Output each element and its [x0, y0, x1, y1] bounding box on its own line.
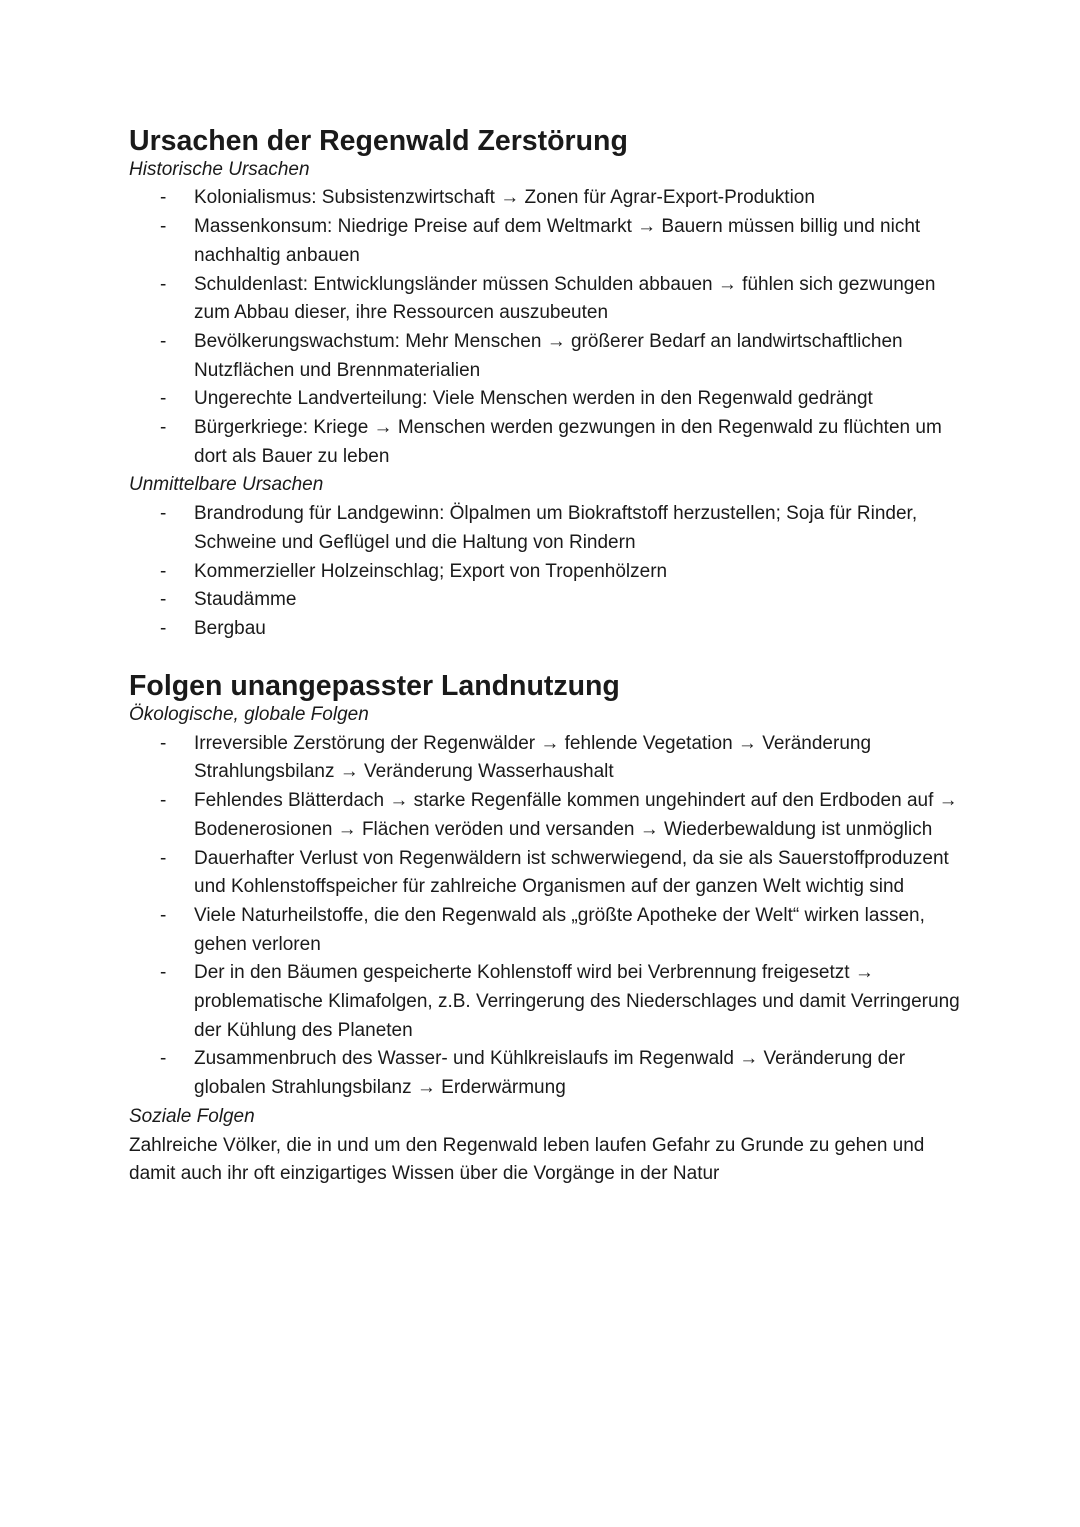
subtitle-immediate-causes: Unmittelbare Ursachen	[129, 474, 324, 496]
list-item: - Irreversible Zerstörung der Regenwälder → fehlende Vegetation → Veränderung Strahlungsbilanz → Veränderung Wasserhaushalt	[194, 730, 969, 787]
list-item: - Brandrodung für Landgewinn: Ölpalmen um Biokraftstoff herzustellen; Soja für Rinder, Schweine und Geflügel und die Haltung von Rindern	[194, 500, 969, 557]
list-item: - Dauerhafter Verlust von Regenwäldern ist schwerwiegend, da sie als Sauerstoffproduzent und Kohlenstoffspeicher für zahlreiche Organismen auf der ganzen Welt wichtig sind	[194, 845, 969, 902]
list-item: - Fehlendes Blätterdach → starke Regenfälle kommen ungehindert auf den Erdboden auf → Bodenerosionen → Flächen veröden und versanden → Wiederbewaldung ist unmöglich	[194, 787, 969, 844]
list-item: - Kommerzieller Holzeinschlag; Export von Tropenhölzern	[194, 558, 969, 587]
list-item: - Zusammenbruch des Wasser- und Kühlkreislaufs im Regenwald → Veränderung der globalen Strahlungsbilanz → Erderwärmung	[194, 1045, 969, 1102]
section-spacer	[129, 644, 969, 673]
ecological-consequences-list	[129, 730, 969, 1103]
social-consequences-text: Zahlreiche Völker, die in und um den Regenwald leben laufen Gefahr zu Grunde zu gehen und damit auch ihr oft einzigartiges Wissen über die Vorgänge in der Natur	[129, 1134, 925, 1185]
list-item: - Ungerechte Landverteilung: Viele Menschen werden in den Regenwald gedrängt	[194, 385, 969, 414]
subtitle-ecological-consequences: Ökologische, globale Folgen	[129, 704, 369, 726]
document-page	[129, 127, 969, 1189]
list-item: - Bürgerkriege: Kriege → Menschen werden gezwungen in den Regenwald zu flüchten um dort als Bauer zu leben	[194, 414, 969, 471]
section-title-causes: Ursachen der Regenwald Zerstörung	[129, 125, 628, 157]
historic-causes-list	[129, 184, 969, 471]
list-item: - Viele Naturheilstoffe, die den Regenwald als „größte Apotheke der Welt“ wirken lassen, gehen verloren	[194, 902, 969, 959]
immediate-causes-list	[129, 500, 969, 644]
list-item: - Bergbau	[194, 615, 969, 644]
list-item: - Massenkonsum: Niedrige Preise auf dem Weltmarkt → Bauern müssen billig und nicht nachhaltig anbauen	[194, 213, 969, 270]
list-item: - Staudämme	[194, 586, 969, 615]
list-item: - Schuldenlast: Entwicklungsländer müssen Schulden abbauen → fühlen sich gezwungen zum Abbau dieser, ihre Ressourcen auszubeuten	[194, 271, 969, 328]
list-item: - Bevölkerungswachstum: Mehr Menschen → größerer Bedarf an landwirtschaftlichen Nutzflächen und Brennmaterialien	[194, 328, 969, 385]
subtitle-historic-causes: Historische Ursachen	[129, 158, 310, 180]
list-item: - Kolonialismus: Subsistenzwirtschaft → Zonen für Agrar-Export-Produktion	[194, 184, 969, 213]
subtitle-social-consequences: Soziale Folgen	[129, 1105, 255, 1127]
list-item: - Der in den Bäumen gespeicherte Kohlenstoff wird bei Verbrennung freigesetzt → problematische Klimafolgen, z.B. Verringerung des Niederschlages und damit Verringerung der Kühlung des Planeten	[194, 959, 969, 1045]
section-title-consequences: Folgen unangepasster Landnutzung	[129, 670, 620, 703]
